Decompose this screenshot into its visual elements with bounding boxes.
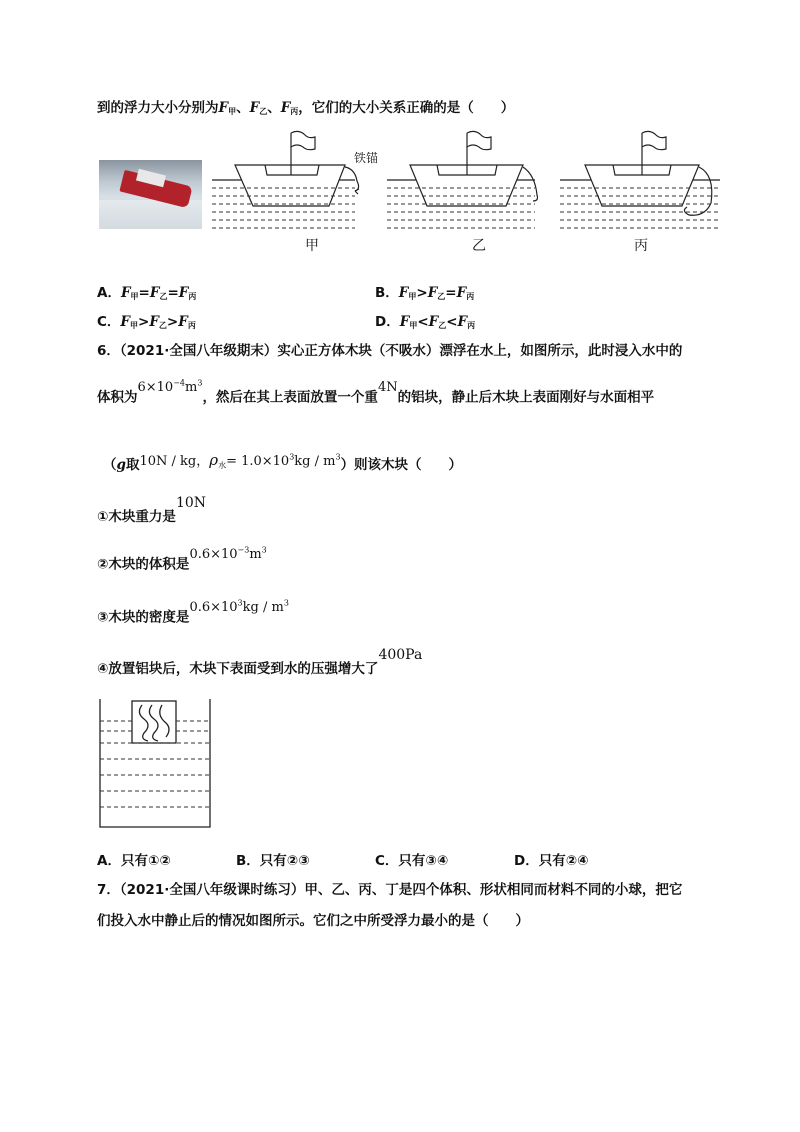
q5-stem-text: 到的浮力大小分别为 [97, 100, 219, 116]
q6-statement-3: ③木块的密度是$0.6\times 10^3kg / m^3$ [97, 599, 289, 626]
fig-label-jia: 甲 [305, 238, 319, 254]
q5-stem [97, 102, 514, 116]
fig-label-bing: 丙 [634, 238, 648, 254]
f-symbol: F [280, 100, 291, 116]
boats-figure [205, 125, 725, 240]
separator: 、 [236, 100, 250, 116]
q7-line2: 们投入水中静止后的情况如图所示。它们之中所受浮力最小的是（ ） [97, 913, 529, 929]
q6-option-a: A．只有①② [97, 853, 171, 869]
q5-option-c: C．F甲>F乙>F丙 [97, 314, 196, 330]
q5-option-a: A．F甲=F乙=F丙 [97, 285, 197, 301]
fig-label-yi: 乙 [472, 238, 486, 254]
q6-statement-4: ④放置铝块后，木块下表面受到水的压强增大了400Pa [97, 647, 423, 677]
f-symbol: F [249, 100, 260, 116]
icebreaker-photo [99, 160, 202, 229]
q5-option-b: B．F甲>F乙=F丙 [375, 285, 475, 301]
anchor-label: 铁锚 [354, 151, 379, 165]
q6-header: 6．（2021·全国八年级期末）实心正方体木块（不吸水）漂浮在水上，如图所示，此时浸入水中的 [97, 343, 683, 359]
q6-statement-1: ①木块重力是10N [97, 495, 207, 525]
q6-line2: 体积为$6\times 10^{-4}m^3$，然后在其上表面放置一个重4N的铝块，静止后木块上表面刚好与水面相平 [97, 379, 655, 406]
wood-block-figure [96, 695, 216, 830]
sub-yi: 乙 [259, 107, 268, 116]
q6-option-c: C．只有③④ [375, 853, 449, 869]
separator: 、 [267, 100, 281, 116]
q6-option-b: B．只有②③ [236, 853, 310, 869]
sub-bing: 丙 [290, 107, 299, 116]
q5-option-d: D．F甲<F乙<F丙 [375, 314, 476, 330]
sub-jia: 甲 [228, 107, 237, 116]
q6-statement-2: ②木块的体积是$0.6\times 10^{-3}m^3$ [97, 546, 267, 573]
q5-stem-end: ，它们的大小关系正确的是（ ） [298, 100, 515, 116]
q6-line3: （g取10N / kg，ρ水= $1.0\times 10^3kg / m^3$）则该木块（ ） [103, 451, 463, 473]
q7-line1: 7．（2021·全国八年级课时练习）甲、乙、丙、丁是四个体积、形状相同而材料不同的小球，把它 [97, 882, 683, 898]
f-symbol: F [218, 100, 229, 116]
q6-option-d: D．只有②④ [514, 853, 589, 869]
